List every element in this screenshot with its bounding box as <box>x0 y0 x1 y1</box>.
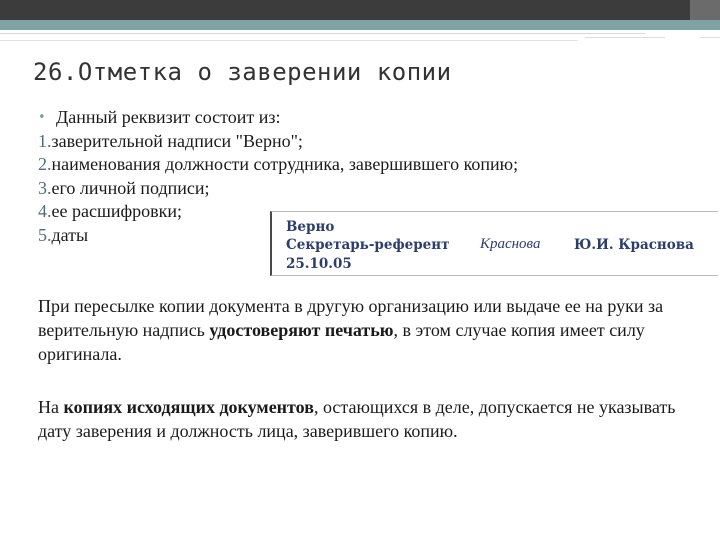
item-number: 2. <box>38 154 52 174</box>
decor-line <box>585 37 665 38</box>
item-number: 4. <box>38 201 52 221</box>
item-number: 1. <box>38 130 52 151</box>
decor-line <box>0 33 645 34</box>
decor-line <box>0 40 578 41</box>
list-item <box>38 177 518 201</box>
item-number: 5. <box>38 224 52 245</box>
bullet-line <box>38 106 518 130</box>
sample-date: 25.10.05 <box>286 256 352 272</box>
item-text: его личной подписи; <box>51 177 210 198</box>
sample-verno: Верно <box>286 219 335 235</box>
certification-sample <box>270 211 718 276</box>
para-bold: копиях исходящих документов <box>63 397 314 417</box>
para-text: , остающихся в деле, допускается не указывать дату заверения и должность лица, заверившего копию. <box>38 397 676 441</box>
item-text: ее расшифровки; <box>51 201 182 221</box>
header-bar-accent <box>0 20 720 30</box>
item-text: заверительной надписи "Верно"; <box>51 130 303 151</box>
sample-signature: Краснова <box>480 236 541 252</box>
header-bar-dark <box>0 0 720 20</box>
header-bar-corner <box>690 0 720 20</box>
sample-name: Ю.И. Краснова <box>574 237 694 253</box>
slide-title: 26.Отметка о заверении копии <box>33 58 452 86</box>
para-bold: удостоверяют печатью <box>209 320 394 340</box>
paragraph-forwarding <box>38 294 678 366</box>
paragraph-outgoing <box>38 395 678 443</box>
para-text: При пересылке копии документа в другую организацию или выдаче ее на руки за верительную надпись <box>38 296 664 340</box>
list-item <box>38 130 518 154</box>
item-text: даты <box>51 224 89 245</box>
sample-position: Секретарь-референт <box>286 237 450 253</box>
bullet-icon: • <box>38 110 46 125</box>
item-text: наименования должности сотрудника, завершившего копию; <box>51 154 519 174</box>
bullet-text: Данный реквизит состоит из: <box>56 107 281 127</box>
para-text: На <box>38 397 64 417</box>
para-text: , в этом случае копия имеет силу оригинала. <box>38 320 645 364</box>
item-number: 3. <box>38 177 52 198</box>
decor-line <box>700 37 720 38</box>
list-item <box>38 153 518 177</box>
